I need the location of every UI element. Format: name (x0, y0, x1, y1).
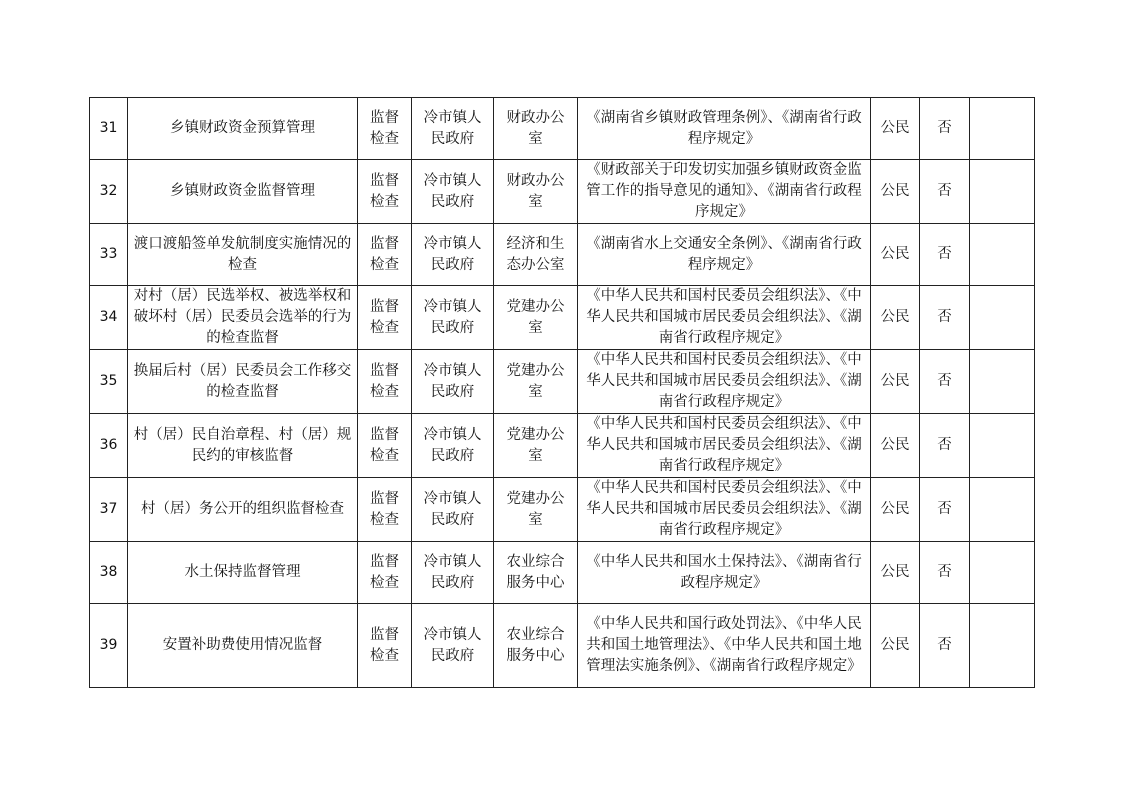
table-row (90, 160, 1035, 224)
responsible-department-text: 经济和生 态办公室 (506, 235, 565, 273)
item-type (358, 286, 412, 350)
item-type-text: 监督 检查 (370, 362, 399, 400)
table-row (90, 478, 1035, 542)
remarks (970, 98, 1035, 160)
implementing-agency-text: 冷市镇人 民政府 (423, 490, 482, 528)
item-name: 安置补助费使用情况监督 (128, 604, 358, 688)
implementing-agency-text: 冷市镇人 民政府 (423, 298, 482, 336)
responsible-department (494, 286, 578, 350)
item-type-text: 监督 检查 (370, 235, 399, 273)
responsible-department (494, 478, 578, 542)
item-type (358, 350, 412, 414)
item-type-text: 监督 检查 (370, 298, 399, 336)
legal-basis: 《中华人民共和国水土保持法》、《湖南省行政程序规定》 (578, 542, 871, 604)
implementing-agency (412, 98, 494, 160)
responsible-department-text: 党建办公 室 (506, 490, 565, 528)
remarks (970, 224, 1035, 286)
yes-no-flag: 否 (920, 286, 970, 350)
row-number: 33 (90, 224, 128, 286)
item-type-text: 监督 检查 (370, 626, 399, 664)
responsible-department-text: 财政办公 室 (506, 172, 565, 210)
yes-no-flag: 否 (920, 414, 970, 478)
implementing-agency (412, 160, 494, 224)
row-number: 39 (90, 604, 128, 688)
row-number: 38 (90, 542, 128, 604)
item-name: 乡镇财政资金监督管理 (128, 160, 358, 224)
item-name: 村（居）务公开的组织监督检查 (128, 478, 358, 542)
item-type (358, 604, 412, 688)
item-type (358, 542, 412, 604)
table-row (90, 542, 1035, 604)
item-name: 对村（居）民选举权、被选举权和破坏村（居）民委员会选举的行为的检查监督 (128, 286, 358, 350)
item-type (358, 160, 412, 224)
responsible-department (494, 98, 578, 160)
power-list-table (89, 97, 1035, 688)
target-subject: 公民 (871, 604, 920, 688)
item-type-text: 监督 检查 (370, 426, 399, 464)
responsible-department (494, 542, 578, 604)
yes-no-flag: 否 (920, 478, 970, 542)
implementing-agency-text: 冷市镇人 民政府 (423, 626, 482, 664)
table-row (90, 604, 1035, 688)
responsible-department-text: 农业综合 服务中心 (506, 553, 565, 591)
legal-basis: 《中华人民共和国村民委员会组织法》、《中华人民共和国城市居民委员会组织法》、《湖南省行政程序规定》 (578, 478, 871, 542)
remarks (970, 350, 1035, 414)
legal-basis: 《湖南省乡镇财政管理条例》、《湖南省行政程序规定》 (578, 98, 871, 160)
responsible-department (494, 350, 578, 414)
target-subject: 公民 (871, 160, 920, 224)
legal-basis: 《中华人民共和国村民委员会组织法》、《中华人民共和国城市居民委员会组织法》、《湖南省行政程序规定》 (578, 286, 871, 350)
remarks (970, 414, 1035, 478)
item-type (358, 414, 412, 478)
yes-no-flag: 否 (920, 350, 970, 414)
responsible-department (494, 160, 578, 224)
legal-basis: 《中华人民共和国村民委员会组织法》、《中华人民共和国城市居民委员会组织法》、《湖南省行政程序规定》 (578, 350, 871, 414)
implementing-agency (412, 478, 494, 542)
row-number: 37 (90, 478, 128, 542)
responsible-department (494, 414, 578, 478)
item-name: 渡口渡船签单发航制度实施情况的检查 (128, 224, 358, 286)
remarks (970, 478, 1035, 542)
responsible-department-text: 党建办公 室 (506, 362, 565, 400)
remarks (970, 542, 1035, 604)
target-subject: 公民 (871, 286, 920, 350)
legal-basis: 《财政部关于印发切实加强乡镇财政资金监管工作的指导意见的通知》、《湖南省行政程序规定》 (578, 160, 871, 224)
responsible-department (494, 604, 578, 688)
implementing-agency-text: 冷市镇人 民政府 (423, 109, 482, 147)
legal-basis: 《中华人民共和国村民委员会组织法》、《中华人民共和国城市居民委员会组织法》、《湖南省行政程序规定》 (578, 414, 871, 478)
implementing-agency-text: 冷市镇人 民政府 (423, 172, 482, 210)
target-subject: 公民 (871, 224, 920, 286)
item-type (358, 98, 412, 160)
implementing-agency-text: 冷市镇人 民政府 (423, 235, 482, 273)
item-name: 乡镇财政资金预算管理 (128, 98, 358, 160)
target-subject: 公民 (871, 350, 920, 414)
target-subject: 公民 (871, 414, 920, 478)
responsible-department-text: 农业综合 服务中心 (506, 626, 565, 664)
table-row (90, 414, 1035, 478)
row-number: 32 (90, 160, 128, 224)
responsible-department-text: 党建办公 室 (506, 426, 565, 464)
table-row (90, 224, 1035, 286)
row-number: 34 (90, 286, 128, 350)
responsible-department-text: 党建办公 室 (506, 298, 565, 336)
yes-no-flag: 否 (920, 98, 970, 160)
remarks (970, 286, 1035, 350)
item-name: 换届后村（居）民委员会工作移交的检查监督 (128, 350, 358, 414)
yes-no-flag: 否 (920, 542, 970, 604)
responsible-department (494, 224, 578, 286)
item-type-text: 监督 检查 (370, 490, 399, 528)
power-list-table-container (89, 97, 1035, 688)
target-subject: 公民 (871, 98, 920, 160)
yes-no-flag: 否 (920, 604, 970, 688)
table-row (90, 350, 1035, 414)
implementing-agency (412, 224, 494, 286)
row-number: 31 (90, 98, 128, 160)
legal-basis: 《湖南省水上交通安全条例》、《湖南省行政程序规定》 (578, 224, 871, 286)
implementing-agency (412, 414, 494, 478)
item-type-text: 监督 检查 (370, 172, 399, 210)
table-row (90, 98, 1035, 160)
implementing-agency (412, 350, 494, 414)
implementing-agency (412, 542, 494, 604)
row-number: 35 (90, 350, 128, 414)
remarks (970, 604, 1035, 688)
target-subject: 公民 (871, 542, 920, 604)
item-type-text: 监督 检查 (370, 109, 399, 147)
target-subject: 公民 (871, 478, 920, 542)
responsible-department-text: 财政办公 室 (506, 109, 565, 147)
row-number: 36 (90, 414, 128, 478)
implementing-agency (412, 604, 494, 688)
table-row (90, 286, 1035, 350)
implementing-agency-text: 冷市镇人 民政府 (423, 553, 482, 591)
yes-no-flag: 否 (920, 160, 970, 224)
item-type (358, 224, 412, 286)
yes-no-flag: 否 (920, 224, 970, 286)
item-type (358, 478, 412, 542)
remarks (970, 160, 1035, 224)
implementing-agency-text: 冷市镇人 民政府 (423, 362, 482, 400)
implementing-agency-text: 冷市镇人 民政府 (423, 426, 482, 464)
legal-basis: 《中华人民共和国行政处罚法》、《中华人民共和国土地管理法》、《中华人民共和国土地管理法实施条例》、《湖南省行政程序规定》 (578, 604, 871, 688)
item-name: 村（居）民自治章程、村（居）规民约的审核监督 (128, 414, 358, 478)
item-type-text: 监督 检查 (370, 553, 399, 591)
implementing-agency (412, 286, 494, 350)
item-name: 水土保持监督管理 (128, 542, 358, 604)
